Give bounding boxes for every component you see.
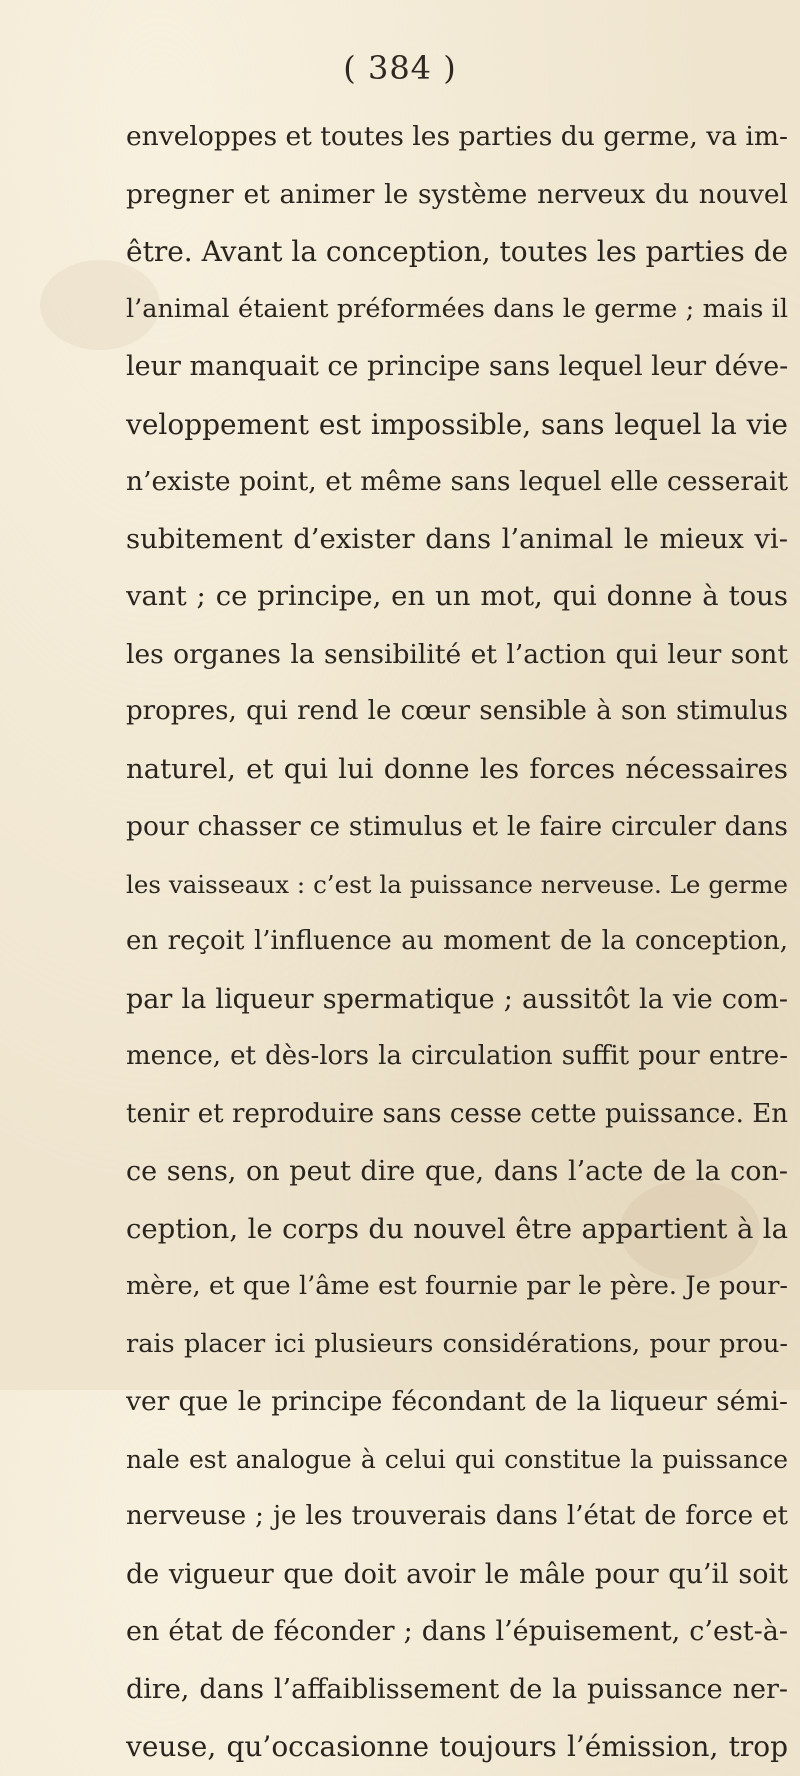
text-line: ception, le corps du nouvel être appartient à la <box>126 1212 788 1245</box>
text-line: nerveuse ; je les trouverais dans l’état de force et <box>126 1501 788 1531</box>
text-line: en reçoit l’influence au moment de la conception, <box>126 926 788 956</box>
text-line: de vigueur que doit avoir le mâle pour qu’il soit <box>126 1558 788 1590</box>
text-line: les organes la sensibilité et l’action qui leur sont <box>126 638 788 670</box>
text-line: pregner et animer le système nerveux du nouvel <box>126 178 788 210</box>
text-line: être. Avant la conception, toutes les parties de <box>126 235 788 268</box>
text-line: propres, qui rend le cœur sensible à son stimulus <box>126 696 788 726</box>
text-line: nale est analogue à celui qui constitue la puissance <box>126 1444 788 1474</box>
text-line: subitement d’exister dans l’animal le mieux vi- <box>126 522 788 555</box>
text-line: ce sens, on peut dire que, dans l’acte de la con- <box>126 1156 788 1187</box>
text-line: pour chasser ce stimulus et le faire circuler dans <box>126 811 788 842</box>
text-line: en état de féconder ; dans l’épuisement, c’est-à- <box>126 1616 788 1647</box>
text-line: les vaisseaux : c’est la puissance nerveuse. Le germe <box>126 869 788 899</box>
text-line: veloppement est impossible, sans lequel la vie <box>126 407 788 441</box>
page-number: ( 384 ) <box>343 49 457 87</box>
text-line: rais placer ici plusieurs considérations, pour prou- <box>126 1328 788 1359</box>
text-line: leur manquait ce principe sans lequel leur déve- <box>126 351 788 382</box>
text-line: naturel, et qui lui donne les forces nécessaires <box>126 752 788 785</box>
text-line: n’existe point, et même sans lequel elle cesserait <box>126 466 788 497</box>
text-line: tenir et reproduire sans cesse cette puissance. En <box>126 1098 788 1129</box>
text-line: mère, et que l’âme est fournie par le père. Je pour- <box>126 1271 788 1301</box>
text-line: enveloppes et toutes les parties du germe, va im- <box>126 121 788 152</box>
text-line: mence, et dès-lors la circulation suffit pour entre- <box>126 1041 788 1071</box>
text-line: ver que le principe fécondant de la liqueur sémi- <box>126 1386 788 1417</box>
text-line: l’animal étaient préformées dans le germe ; mais il <box>126 293 788 324</box>
text-line: par la liqueur spermatique ; aussitôt la vie com- <box>126 983 788 1015</box>
text-line: dire, dans l’affaiblissement de la puissance ner- <box>126 1673 788 1705</box>
text-line: vant ; ce principe, en un mot, qui donne à tous <box>126 580 788 612</box>
body-text <box>126 108 788 1776</box>
text-line: veuse, qu’occasionne toujours l’émission, trop <box>126 1730 788 1763</box>
